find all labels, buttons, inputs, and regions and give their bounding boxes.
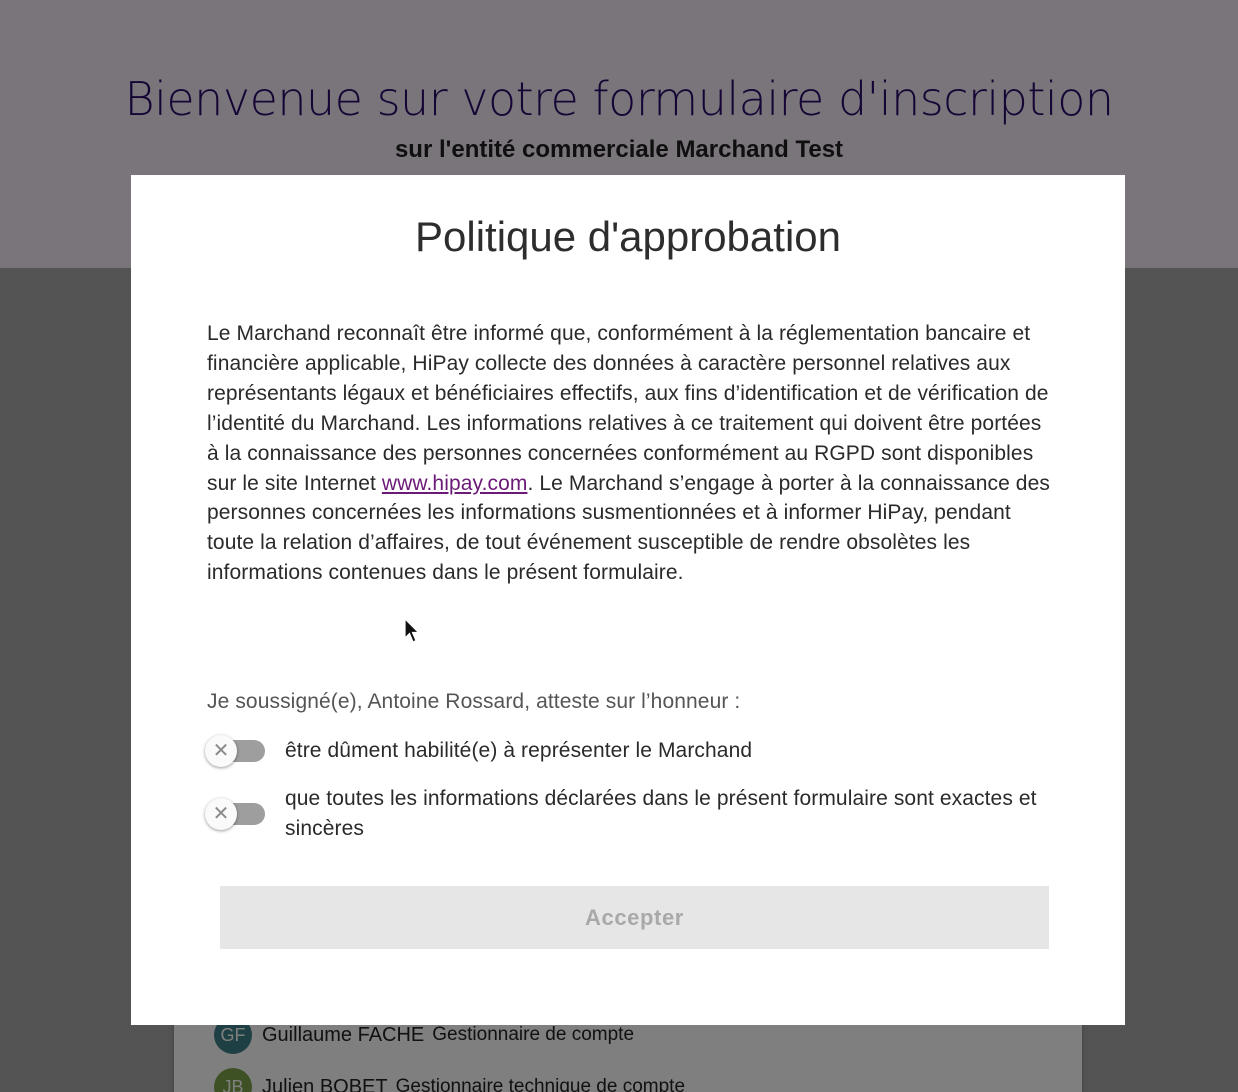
- policy-text: [207, 319, 1057, 588]
- attestation-toggle-row: [207, 784, 1057, 844]
- policy-text-part-2: . Le Marchand s’engage à porter à la connaissance des personnes concernées les informations susmentionnées et à informer HiPay, pendant toute la relation d’affaires, de tout événement susceptible de rendre obsolètes les informations contenues dans le présent formulaire.: [207, 471, 1050, 585]
- approval-policy-dialog: [131, 175, 1125, 1025]
- policy-text-part-1: Le Marchand reconnaît être informé que, conformément à la réglementation bancaire et financière applicable, HiPay collecte des données à caractère personnel relatives aux représentants légaux et bénéficiaires effectifs, aux fins d’identification et de vérification de l’identité du Marchand. Les informations relatives à ce traitement qui doivent être portées à la connaissance des personnes concernées conformément au RGPD sont disponibles sur le site Internet: [207, 322, 1049, 495]
- accuracy-toggle[interactable]: [207, 799, 265, 829]
- close-icon: ✕: [205, 735, 237, 767]
- accept-button[interactable]: Accepter: [220, 886, 1049, 949]
- toggle-label: que toutes les informations déclarées dans le présent formulaire sont exactes et sincères: [285, 787, 1037, 840]
- dialog-title: Politique d'approbation: [414, 213, 841, 260]
- authority-toggle[interactable]: [207, 736, 265, 766]
- hipay-link[interactable]: www.hipay.com: [381, 471, 528, 495]
- mouse-cursor-icon: [404, 618, 420, 644]
- attestation-toggle-row: [207, 736, 1057, 766]
- toggle-label: être dûment habilité(e) à représenter le Marchand: [285, 739, 753, 762]
- close-icon: ✕: [205, 798, 237, 830]
- attestation-intro: Je soussigné(e), Antoine Rossard, atteste sur l’honneur :: [207, 690, 741, 713]
